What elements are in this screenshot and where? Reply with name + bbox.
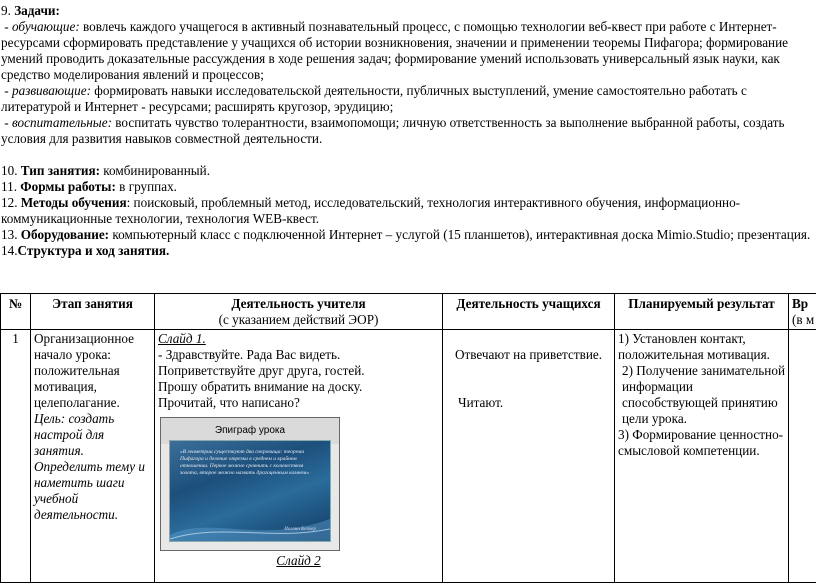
row-stage: Организационное начало урока: положительная мотивация, целеполагание. Цель: создать настрой для занятия. Определить тему и наметить шаги учебной деятельности. xyxy=(31,330,155,583)
header-teacher: Деятельность учителя (с указанием действий ЭОР) xyxy=(155,294,443,330)
slide-2-label: Слайд 2 xyxy=(158,553,439,569)
header-stage: Этап занятия xyxy=(31,294,155,330)
document-body xyxy=(0,0,816,259)
tasks-dev: - развивающие: формировать навыки исследовательской деятельности, публичных выступлений, умение самостоятельно работать с литературой и Интернет - ресурсами; расширять кругозор, эрудицию; xyxy=(0,83,816,115)
item-13: 13. Оборудование: компьютерный класс с подключенной Интернет – услугой (15 планшетов), интерактивная доска Mimio.Studio; презентация. xyxy=(0,227,816,243)
slide-quote-panel: «В геометрии существуют два сокровища: теорема Пифагора и деление отрезка в среднем и крайнем отношении. Первое можно сравнить с количеством золота, второе можно назвать драгоценным камнем» Иоганн Кеплер xyxy=(169,440,331,542)
slide-1-label: Слайд 1. xyxy=(158,331,439,347)
row-num: 1 xyxy=(1,330,31,583)
row-teacher: Слайд 1. - Здравствуйте. Рада Вас видеть. Поприветствуйте друг друга, гостей. Прошу обратить внимание на доску. Прочитай, что написано? Эпиграф урока «В геометрии существуют два сокровища: теорема Пифагора и деление отрезка в среднем и крайнем отношении. Первое можно сравнить с количеством золота, второе можно назвать драгоценным камнем» Иоганн Кеплер Слайд 2 xyxy=(155,330,443,583)
header-result: Планируемый результат xyxy=(615,294,789,330)
table-row xyxy=(1,330,816,583)
slide-thumbnail xyxy=(160,417,340,551)
row-result: 1) Установлен контакт, положительная мотивация. 2) Получение занимательной информации способствующей принятию цели урока. 3) Формирование ценностно-смысловой компетенции. xyxy=(615,330,789,583)
tasks-vos: - воспитательные: воспитать чувство толерантности, взаимопомощи; личную ответственность за выполнение выбранной работы, создать условия для развития навыков совместной деятельности. xyxy=(0,115,816,147)
item-14: 14.Структура и ход занятия. xyxy=(0,243,816,259)
table-header-row xyxy=(1,294,816,330)
slide-title: Эпиграф урока xyxy=(161,418,339,444)
header-students: Деятельность учащихся xyxy=(443,294,615,330)
row-time xyxy=(789,330,816,583)
header-time: Вр (в м xyxy=(789,294,816,330)
tasks-edu: - обучающие: вовлечь каждого учащегося в активный познавательный процесс, с помощью технологии веб-квест при работе с Интернет-ресурсами сформировать представление у учащихся об истории возникновения, значении и применении теоремы Пифагора; формирование умений проводить доказательные рассуждения в ходе решения задач; формирование умений использовать универсальный язык науки, как средство моделирования явлений и процессов; xyxy=(0,19,816,83)
header-num: № xyxy=(1,294,31,330)
slide-swirl-decoration xyxy=(170,505,330,541)
tasks-heading: 9. Задачи: xyxy=(0,3,816,19)
item-11: 11. Формы работы: в группах. xyxy=(0,179,816,195)
item-10: 10. Тип занятия: комбинированный. xyxy=(0,163,816,179)
lesson-structure-table xyxy=(0,293,816,583)
row-students: Отвечают на приветствие. Читают. xyxy=(443,330,615,583)
item-12: 12. Методы обучения: поисковый, проблемный метод, исследовательский, технология интерактивного обучения, информационно-коммуникационные технологии, технология WEB-квест. xyxy=(0,195,816,227)
